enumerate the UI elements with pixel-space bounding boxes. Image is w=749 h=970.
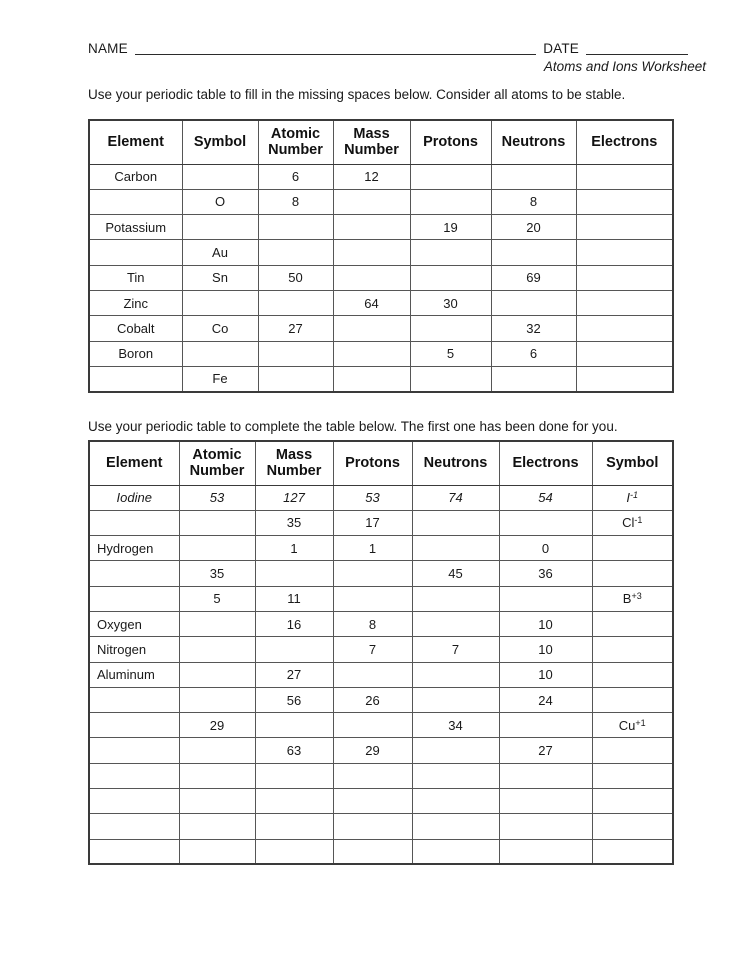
blank-fill-in-cell [255, 637, 333, 662]
table-row [89, 561, 673, 586]
blank-fill-in-cell [258, 215, 333, 240]
blank-fill-in-cell [89, 687, 179, 712]
blank-fill-in-cell [412, 839, 499, 864]
blank-fill-in-cell [89, 240, 182, 265]
table-row [89, 510, 673, 535]
blank-fill-in-cell [333, 586, 412, 611]
column-header: Neutrons [491, 120, 576, 164]
table-cell: 8 [491, 189, 576, 214]
blank-fill-in-cell [89, 789, 179, 814]
blank-fill-in-cell [499, 814, 592, 839]
blank-fill-in-cell [499, 789, 592, 814]
name-date-line [88, 41, 688, 57]
column-header: Protons [410, 120, 491, 164]
column-header: Mass Number [255, 441, 333, 485]
blank-fill-in-cell [592, 662, 673, 687]
blank-fill-in-cell [412, 662, 499, 687]
blank-fill-in-cell [576, 366, 673, 391]
ions-table-body [89, 485, 673, 864]
table-row [89, 485, 673, 510]
blank-fill-in-cell [499, 510, 592, 535]
table-cell: 10 [499, 637, 592, 662]
table-cell: 50 [258, 265, 333, 290]
table-cell: 24 [499, 687, 592, 712]
blank-fill-in-cell [179, 536, 255, 561]
blank-fill-in-cell [410, 189, 491, 214]
table-cell: Zinc [89, 290, 182, 315]
table-cell: 5 [179, 586, 255, 611]
date-blank-line [586, 53, 688, 55]
blank-fill-in-cell [255, 789, 333, 814]
table-cell: 34 [412, 713, 499, 738]
table-row [89, 611, 673, 636]
table-row [89, 789, 673, 814]
blank-fill-in-cell [179, 814, 255, 839]
blank-fill-in-cell [592, 687, 673, 712]
blank-fill-in-cell [491, 164, 576, 189]
blank-fill-in-cell [258, 341, 333, 366]
table-cell: Hydrogen [89, 536, 179, 561]
blank-fill-in-cell [179, 637, 255, 662]
blank-fill-in-cell [179, 510, 255, 535]
blank-fill-in-cell [258, 240, 333, 265]
blank-fill-in-cell [592, 536, 673, 561]
table-cell: 27 [255, 662, 333, 687]
column-header: Symbol [592, 441, 673, 485]
blank-fill-in-cell [333, 240, 410, 265]
blank-fill-in-cell [333, 814, 412, 839]
table-cell: 27 [258, 316, 333, 341]
blank-fill-in-cell [592, 561, 673, 586]
blank-fill-in-cell [412, 536, 499, 561]
table-cell: 17 [333, 510, 412, 535]
ion-charge-superscript: +1 [635, 717, 646, 728]
table-cell: 1 [255, 536, 333, 561]
table-cell: 64 [333, 290, 410, 315]
blank-fill-in-cell [592, 611, 673, 636]
table-cell: 20 [491, 215, 576, 240]
blank-fill-in-cell [255, 561, 333, 586]
column-header: Element [89, 120, 182, 164]
header-row [89, 120, 673, 164]
table-cell: 63 [255, 738, 333, 763]
blank-fill-in-cell [412, 611, 499, 636]
blank-fill-in-cell [412, 763, 499, 788]
date-label: DATE [543, 41, 579, 56]
blank-fill-in-cell [333, 341, 410, 366]
blank-fill-in-cell [182, 341, 258, 366]
blank-fill-in-cell [410, 240, 491, 265]
blank-fill-in-cell [576, 341, 673, 366]
table-cell: 7 [412, 637, 499, 662]
table-row [89, 341, 673, 366]
blank-fill-in-cell [333, 839, 412, 864]
blank-fill-in-cell [491, 240, 576, 265]
table-cell: 26 [333, 687, 412, 712]
blank-fill-in-cell [499, 839, 592, 864]
name-blank-line [135, 53, 536, 55]
table-cell: Oxygen [89, 611, 179, 636]
table-cell: Aluminum [89, 662, 179, 687]
column-header: Neutrons [412, 441, 499, 485]
ion-charge-superscript: +3 [631, 591, 642, 602]
blank-fill-in-cell [333, 265, 410, 290]
table-cell: Nitrogen [89, 637, 179, 662]
blank-fill-in-cell [89, 738, 179, 763]
name-label: NAME [88, 41, 128, 56]
table-row [89, 240, 673, 265]
table-cell: 10 [499, 611, 592, 636]
blank-fill-in-cell [89, 561, 179, 586]
table-cell: Co [182, 316, 258, 341]
blank-fill-in-cell [333, 561, 412, 586]
blank-fill-in-cell [576, 189, 673, 214]
column-header: Electrons [499, 441, 592, 485]
blank-fill-in-cell [592, 814, 673, 839]
table-cell: 69 [491, 265, 576, 290]
blank-fill-in-cell [89, 839, 179, 864]
column-header: Mass Number [333, 120, 410, 164]
blank-fill-in-cell [89, 366, 182, 391]
column-header: Symbol [182, 120, 258, 164]
blank-fill-in-cell [89, 814, 179, 839]
table-row [89, 366, 673, 391]
blank-fill-in-cell [499, 586, 592, 611]
table-cell: Sn [182, 265, 258, 290]
blank-fill-in-cell [179, 763, 255, 788]
table-cell: $B^{+3}$ [592, 586, 673, 611]
blank-fill-in-cell [412, 586, 499, 611]
column-header: Atomic Number [179, 441, 255, 485]
blank-fill-in-cell [592, 637, 673, 662]
blank-fill-in-cell [333, 316, 410, 341]
table-row [89, 839, 673, 864]
table-cell: 19 [410, 215, 491, 240]
instruction-text-1: Use your periodic table to fill in the missing spaces below. Consider all atoms to be stable. [88, 87, 626, 102]
table-row [89, 189, 673, 214]
blank-fill-in-cell [410, 316, 491, 341]
table-cell: Potassium [89, 215, 182, 240]
table-cell: 127 [255, 485, 333, 510]
table-cell: Iodine [89, 485, 179, 510]
table-cell: 54 [499, 485, 592, 510]
blank-fill-in-cell [491, 290, 576, 315]
table-row [89, 662, 673, 687]
blank-fill-in-cell [333, 789, 412, 814]
table-row [89, 637, 673, 662]
blank-fill-in-cell [333, 189, 410, 214]
blank-fill-in-cell [333, 662, 412, 687]
blank-fill-in-cell [89, 189, 182, 214]
table-row [89, 586, 673, 611]
blank-fill-in-cell [412, 510, 499, 535]
blank-fill-in-cell [592, 763, 673, 788]
blank-fill-in-cell [89, 586, 179, 611]
atoms-table-body [89, 164, 673, 392]
blank-fill-in-cell [412, 738, 499, 763]
blank-fill-in-cell [255, 839, 333, 864]
ions-table-header [89, 441, 673, 485]
blank-fill-in-cell [182, 215, 258, 240]
blank-fill-in-cell [179, 687, 255, 712]
table-cell: 1 [333, 536, 412, 561]
blank-fill-in-cell [255, 713, 333, 738]
instruction-text-2: Use your periodic table to complete the table below. The first one has been done for you. [88, 419, 618, 434]
blank-fill-in-cell [412, 814, 499, 839]
table-cell: 5 [410, 341, 491, 366]
table-row [89, 215, 673, 240]
table-cell: 11 [255, 586, 333, 611]
blank-fill-in-cell [179, 839, 255, 864]
table-cell: 36 [499, 561, 592, 586]
blank-fill-in-cell [182, 290, 258, 315]
table-cell: 27 [499, 738, 592, 763]
table-cell: 6 [258, 164, 333, 189]
table-cell: 6 [491, 341, 576, 366]
table-cell: 16 [255, 611, 333, 636]
table-cell: $Cl^{-1}$ [592, 510, 673, 535]
blank-fill-in-cell [333, 763, 412, 788]
column-header: Element [89, 441, 179, 485]
blank-fill-in-cell [89, 763, 179, 788]
table-cell: O [182, 189, 258, 214]
blank-fill-in-cell [258, 290, 333, 315]
blank-fill-in-cell [179, 662, 255, 687]
table-cell: 32 [491, 316, 576, 341]
table-cell: $I^{-1}$ [592, 485, 673, 510]
blank-fill-in-cell [89, 510, 179, 535]
table-cell: 30 [410, 290, 491, 315]
table-cell: 0 [499, 536, 592, 561]
blank-fill-in-cell [333, 366, 410, 391]
blank-fill-in-cell [255, 763, 333, 788]
header-row [89, 441, 673, 485]
blank-fill-in-cell [410, 366, 491, 391]
table-row [89, 814, 673, 839]
blank-fill-in-cell [576, 265, 673, 290]
column-header: Electrons [576, 120, 673, 164]
blank-fill-in-cell [412, 687, 499, 712]
table-row [89, 290, 673, 315]
blank-fill-in-cell [255, 814, 333, 839]
table-cell: Tin [89, 265, 182, 290]
table-cell: 35 [179, 561, 255, 586]
table-cell: 12 [333, 164, 410, 189]
column-header: Atomic Number [258, 120, 333, 164]
ion-charge-superscript: -1 [634, 515, 643, 526]
table-cell: Au [182, 240, 258, 265]
blank-fill-in-cell [499, 713, 592, 738]
blank-fill-in-cell [333, 215, 410, 240]
blank-fill-in-cell [412, 789, 499, 814]
table-cell: 53 [179, 485, 255, 510]
column-header: Protons [333, 441, 412, 485]
blank-fill-in-cell [179, 789, 255, 814]
blank-fill-in-cell [592, 839, 673, 864]
worksheet-title: Atoms and Ions Worksheet [543, 59, 706, 74]
table-cell: Cobalt [89, 316, 182, 341]
blank-fill-in-cell [499, 763, 592, 788]
blank-fill-in-cell [333, 713, 412, 738]
table-cell: Carbon [89, 164, 182, 189]
table-cell: Fe [182, 366, 258, 391]
blank-fill-in-cell [89, 713, 179, 738]
blank-fill-in-cell [491, 366, 576, 391]
blank-fill-in-cell [576, 316, 673, 341]
table-cell: 45 [412, 561, 499, 586]
table-row [89, 164, 673, 189]
table-row [89, 536, 673, 561]
blank-fill-in-cell [258, 366, 333, 391]
ion-charge-superscript: -1 [630, 490, 639, 501]
ions-table [88, 440, 674, 865]
blank-fill-in-cell [592, 789, 673, 814]
blank-fill-in-cell [410, 164, 491, 189]
table-row [89, 316, 673, 341]
table-cell: 10 [499, 662, 592, 687]
table-cell: Boron [89, 341, 182, 366]
blank-fill-in-cell [592, 738, 673, 763]
table-cell: 8 [258, 189, 333, 214]
table-row [89, 713, 673, 738]
blank-fill-in-cell [182, 164, 258, 189]
table-cell: $Cu^{+1}$ [592, 713, 673, 738]
table-cell: 56 [255, 687, 333, 712]
table-cell: 29 [179, 713, 255, 738]
atoms-table-header [89, 120, 673, 164]
table-row [89, 763, 673, 788]
blank-fill-in-cell [576, 215, 673, 240]
blank-fill-in-cell [576, 290, 673, 315]
table-row [89, 738, 673, 763]
table-cell: 8 [333, 611, 412, 636]
table-cell: 7 [333, 637, 412, 662]
blank-fill-in-cell [576, 240, 673, 265]
table-cell: 53 [333, 485, 412, 510]
table-cell: 29 [333, 738, 412, 763]
table-row [89, 687, 673, 712]
blank-fill-in-cell [576, 164, 673, 189]
table-cell: 74 [412, 485, 499, 510]
blank-fill-in-cell [179, 738, 255, 763]
blank-fill-in-cell [179, 611, 255, 636]
blank-fill-in-cell [410, 265, 491, 290]
table-row [89, 265, 673, 290]
atoms-table [88, 119, 674, 393]
table-cell: 35 [255, 510, 333, 535]
